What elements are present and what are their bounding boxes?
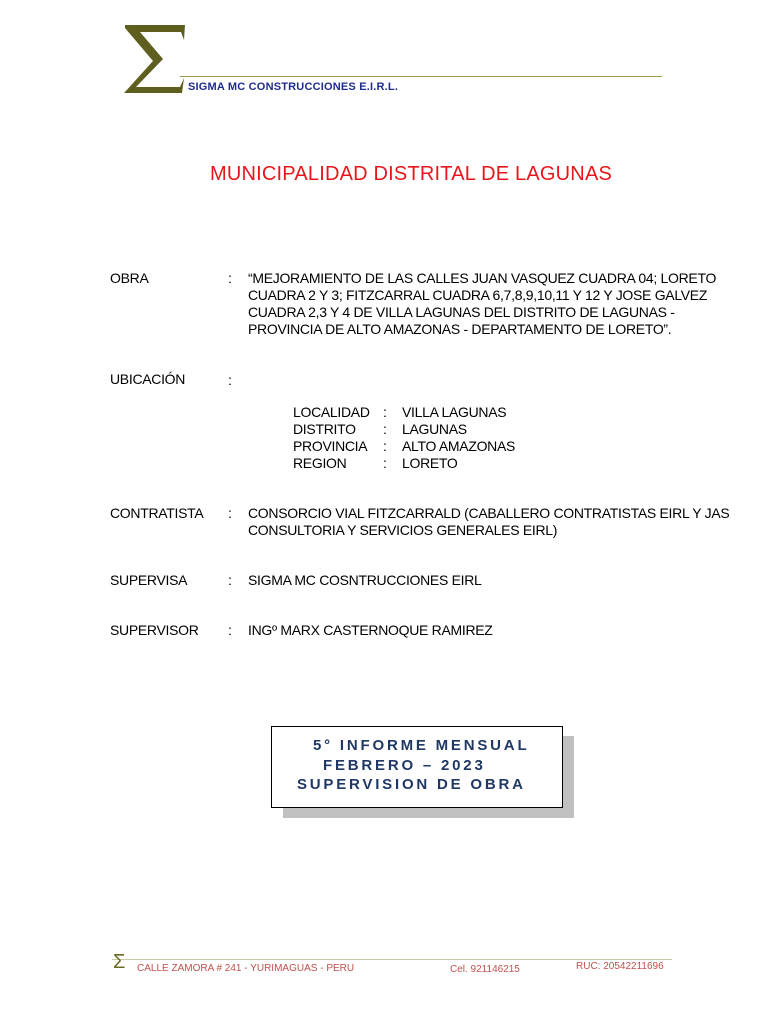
location-row-distrito [293,421,593,438]
report-subject: SUPERVISION DE OBRA [297,776,526,793]
location-sep: : [383,438,387,454]
location-key: PROVINCIA [293,438,368,454]
location-row-localidad [293,404,593,421]
location-key: REGION [293,455,347,471]
report-period: FEBRERO – 2023 [323,757,486,774]
footer-divider [112,959,672,960]
report-number: 5° INFORME MENSUAL [313,737,530,754]
location-value: ALTO AMAZONAS [402,438,516,454]
obra-line: CUADRA 2 Y 3; FITZCARRAL CUADRA 6,7,8,9,10,11 Y 12 Y JOSE GALVEZ [248,287,708,303]
supervisa-label: SUPERVISA [110,572,188,588]
contratista-line: CONSULTORIA Y SERVICIOS GENERALES EIRL) [248,522,558,538]
location-key: DISTRITO [293,421,356,437]
location-value: LORETO [402,455,458,471]
contratista-colon: : [228,505,232,521]
obra-colon: : [228,270,232,286]
supervisa-value: SIGMA MC COSNTRUCCIONES EIRL [248,572,482,588]
supervisor-colon: : [228,622,232,638]
ubicacion-label: UBICACIÓN [110,371,186,387]
location-value: VILLA LAGUNAS [402,404,507,420]
obra-line: PROVINCIA DE ALTO AMAZONAS - DEPARTAMENTO DE LORETO”. [248,321,672,337]
obra-line: CUADRA 2,3 Y 4 DE VILLA LAGUNAS DEL DISTRITO DE LAGUNAS - [248,304,675,320]
location-table [293,404,593,472]
footer-ruc: RUC: 20542211696 [576,961,664,972]
obra-line: “MEJORAMIENTO DE LAS CALLES JUAN VASQUEZ CUADRA 04; LORETO [248,270,717,286]
location-sep: : [383,421,387,437]
supervisa-colon: : [228,572,232,588]
footer-phone: Cel. 921146215 [450,964,520,975]
page-title: MUNICIPALIDAD DISTRITAL DE LAGUNAS [209,163,613,185]
contratista-value [248,505,729,539]
company-name: SIGMA MC CONSTRUCCIONES E.I.R.L. [188,81,399,93]
location-sep: : [383,404,387,420]
obra-value [248,270,716,338]
obra-label: OBRA [110,270,149,286]
supervisor-value: INGº MARX CASTERNOQUE RAMIREZ [248,622,493,638]
location-sep: : [383,455,387,471]
location-key: LOCALIDAD [293,404,370,420]
location-row-region [293,455,593,472]
footer-sigma-icon: Σ [113,951,126,973]
sigma-logo-icon [122,20,188,94]
header-divider [180,76,662,77]
location-row-provincia [293,438,593,455]
supervisor-label: SUPERVISOR [110,622,199,638]
location-value: LAGUNAS [402,421,467,437]
ubicacion-colon: : [228,372,232,388]
contratista-line: CONSORCIO VIAL FITZCARRALD (CABALLERO CONTRATISTAS EIRL Y JAS [248,505,730,521]
report-title-box [271,726,563,808]
footer-address: CALLE ZAMORA # 241 - YURIMAGUAS - PERU [137,963,355,974]
contratista-label: CONTRATISTA [110,505,204,521]
